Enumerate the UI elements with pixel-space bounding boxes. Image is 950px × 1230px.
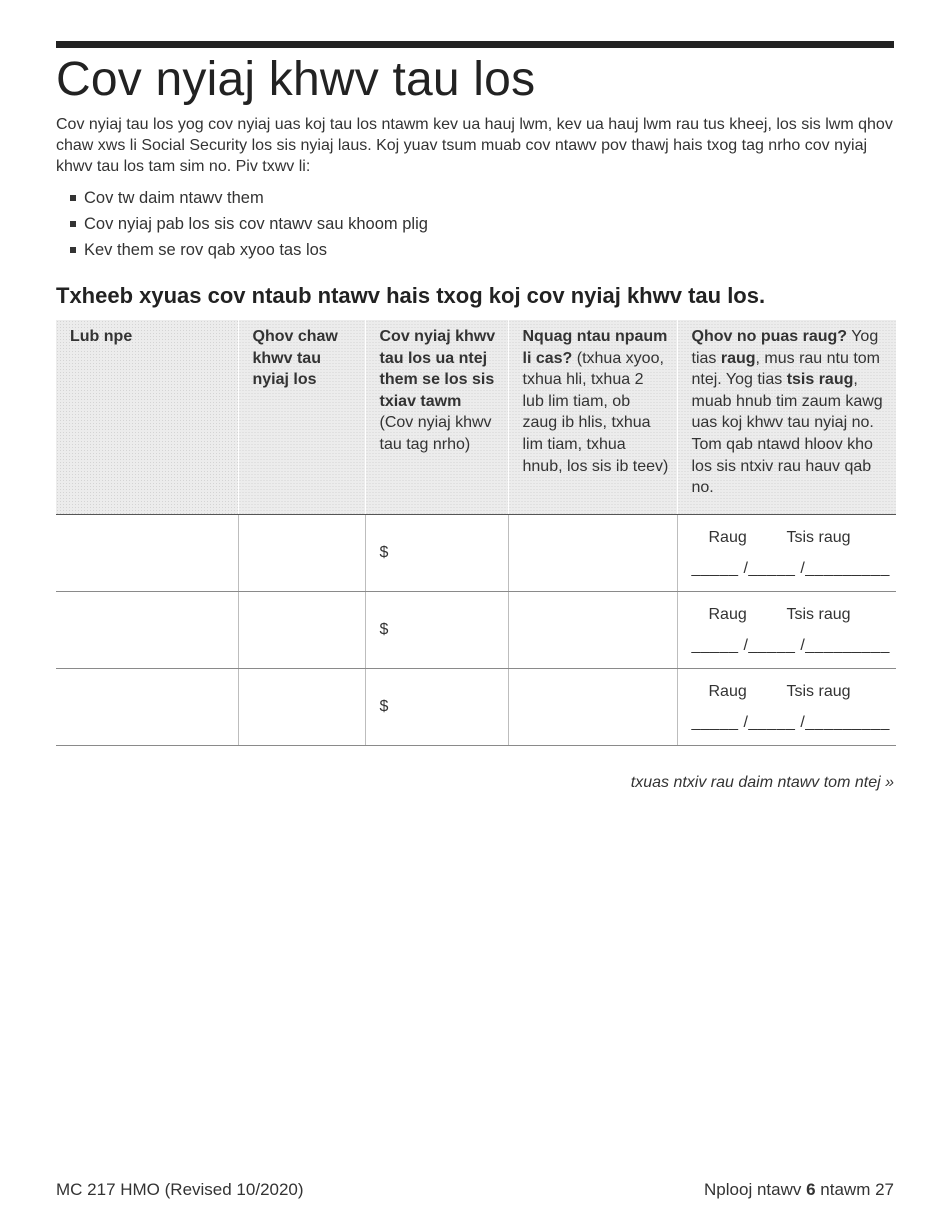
page-title: Cov nyiaj khwv tau los <box>56 53 536 106</box>
no-option[interactable]: Tsis raug <box>786 528 851 546</box>
continued-note: txuas ntxiv rau daim ntawv tom ntej » <box>630 774 894 791</box>
date-field[interactable]: _____ /_____ /_________ <box>691 636 890 654</box>
name-cell[interactable] <box>56 591 238 668</box>
header-gross-amount: Cov nyiaj khwv tau los ua ntej them se los sis txiav tawm (Cov nyiaj khwv tau tag nrho) <box>365 320 508 514</box>
yes-option[interactable]: Raug <box>708 528 747 546</box>
frequency-cell[interactable] <box>508 591 677 668</box>
is-correct-cell <box>677 514 896 591</box>
header-income-source: Qhov chaw khwv tau nyiaj los <box>238 320 365 514</box>
is-correct-cell <box>677 591 896 668</box>
top-rule <box>56 41 894 48</box>
amount-cell[interactable]: $ <box>365 514 508 591</box>
no-option[interactable]: Tsis raug <box>786 682 851 700</box>
yes-option[interactable]: Raug <box>708 605 747 623</box>
income-source-cell[interactable] <box>238 591 365 668</box>
table-row <box>56 591 896 668</box>
frequency-cell[interactable] <box>508 668 677 745</box>
square-bullet-icon <box>70 195 76 201</box>
amount-cell[interactable]: $ <box>365 591 508 668</box>
name-cell[interactable] <box>56 668 238 745</box>
frequency-cell[interactable] <box>508 514 677 591</box>
list-item: Kev them se rov qab xyoo tas los <box>70 237 428 263</box>
header-is-correct: Qhov no puas raug? Yog tias raug, mus rau ntu tom ntej. Yog tias tsis raug, muab hnub tim zaum kawg uas koj khwv tau nyiaj no. Tom qab ntawd hloov kho los sis ntxiv rau hauv qab no. <box>677 320 896 514</box>
form-id: MC 217 HMO (Revised 10/2020) <box>56 1180 304 1199</box>
income-source-cell[interactable] <box>238 668 365 745</box>
square-bullet-icon <box>70 247 76 253</box>
amount-cell[interactable]: $ <box>365 668 508 745</box>
name-cell[interactable] <box>56 514 238 591</box>
table-row <box>56 514 896 591</box>
table-header-row <box>56 320 896 514</box>
intro-paragraph: Cov nyiaj tau los yog cov nyiaj uas koj tau los ntawm kev ua hauj lwm, kev ua hauj lwm rau tus kheej, los sis lwm qhov chaw xws li Social Security los sis nyiaj laus. Koj yuav tsum muab cov ntawv pov thawj hais txog tag nrho cov nyiaj khwv tau los tam sim no. Piv txwv li: <box>56 116 893 175</box>
list-item: Cov tw daim ntawv them <box>70 185 428 211</box>
header-frequency: Nquag ntau npaum li cas? (txhua xyoo, txhua hli, txhua 2 lub lim tiam, ob zaug ib hlis, txhua lim tiam, txhua hnub, los sis ib teev) <box>508 320 677 514</box>
date-field[interactable]: _____ /_____ /_________ <box>691 559 890 577</box>
list-item: Cov nyiaj pab los sis cov ntawv sau khoom plig <box>70 211 428 237</box>
example-list <box>70 185 428 263</box>
no-option[interactable]: Tsis raug <box>786 605 851 623</box>
table-heading: Txheeb xyuas cov ntaub ntawv hais txog koj cov nyiaj khwv tau los. <box>56 283 766 308</box>
yes-option[interactable]: Raug <box>708 682 747 700</box>
date-field[interactable]: _____ /_____ /_________ <box>691 713 890 731</box>
page-number: Nplooj ntawv 6 ntawm 27 <box>704 1180 894 1199</box>
table-row <box>56 668 896 745</box>
is-correct-cell <box>677 668 896 745</box>
income-source-cell[interactable] <box>238 514 365 591</box>
income-table <box>56 320 896 746</box>
header-name: Lub npe <box>56 320 238 514</box>
square-bullet-icon <box>70 221 76 227</box>
